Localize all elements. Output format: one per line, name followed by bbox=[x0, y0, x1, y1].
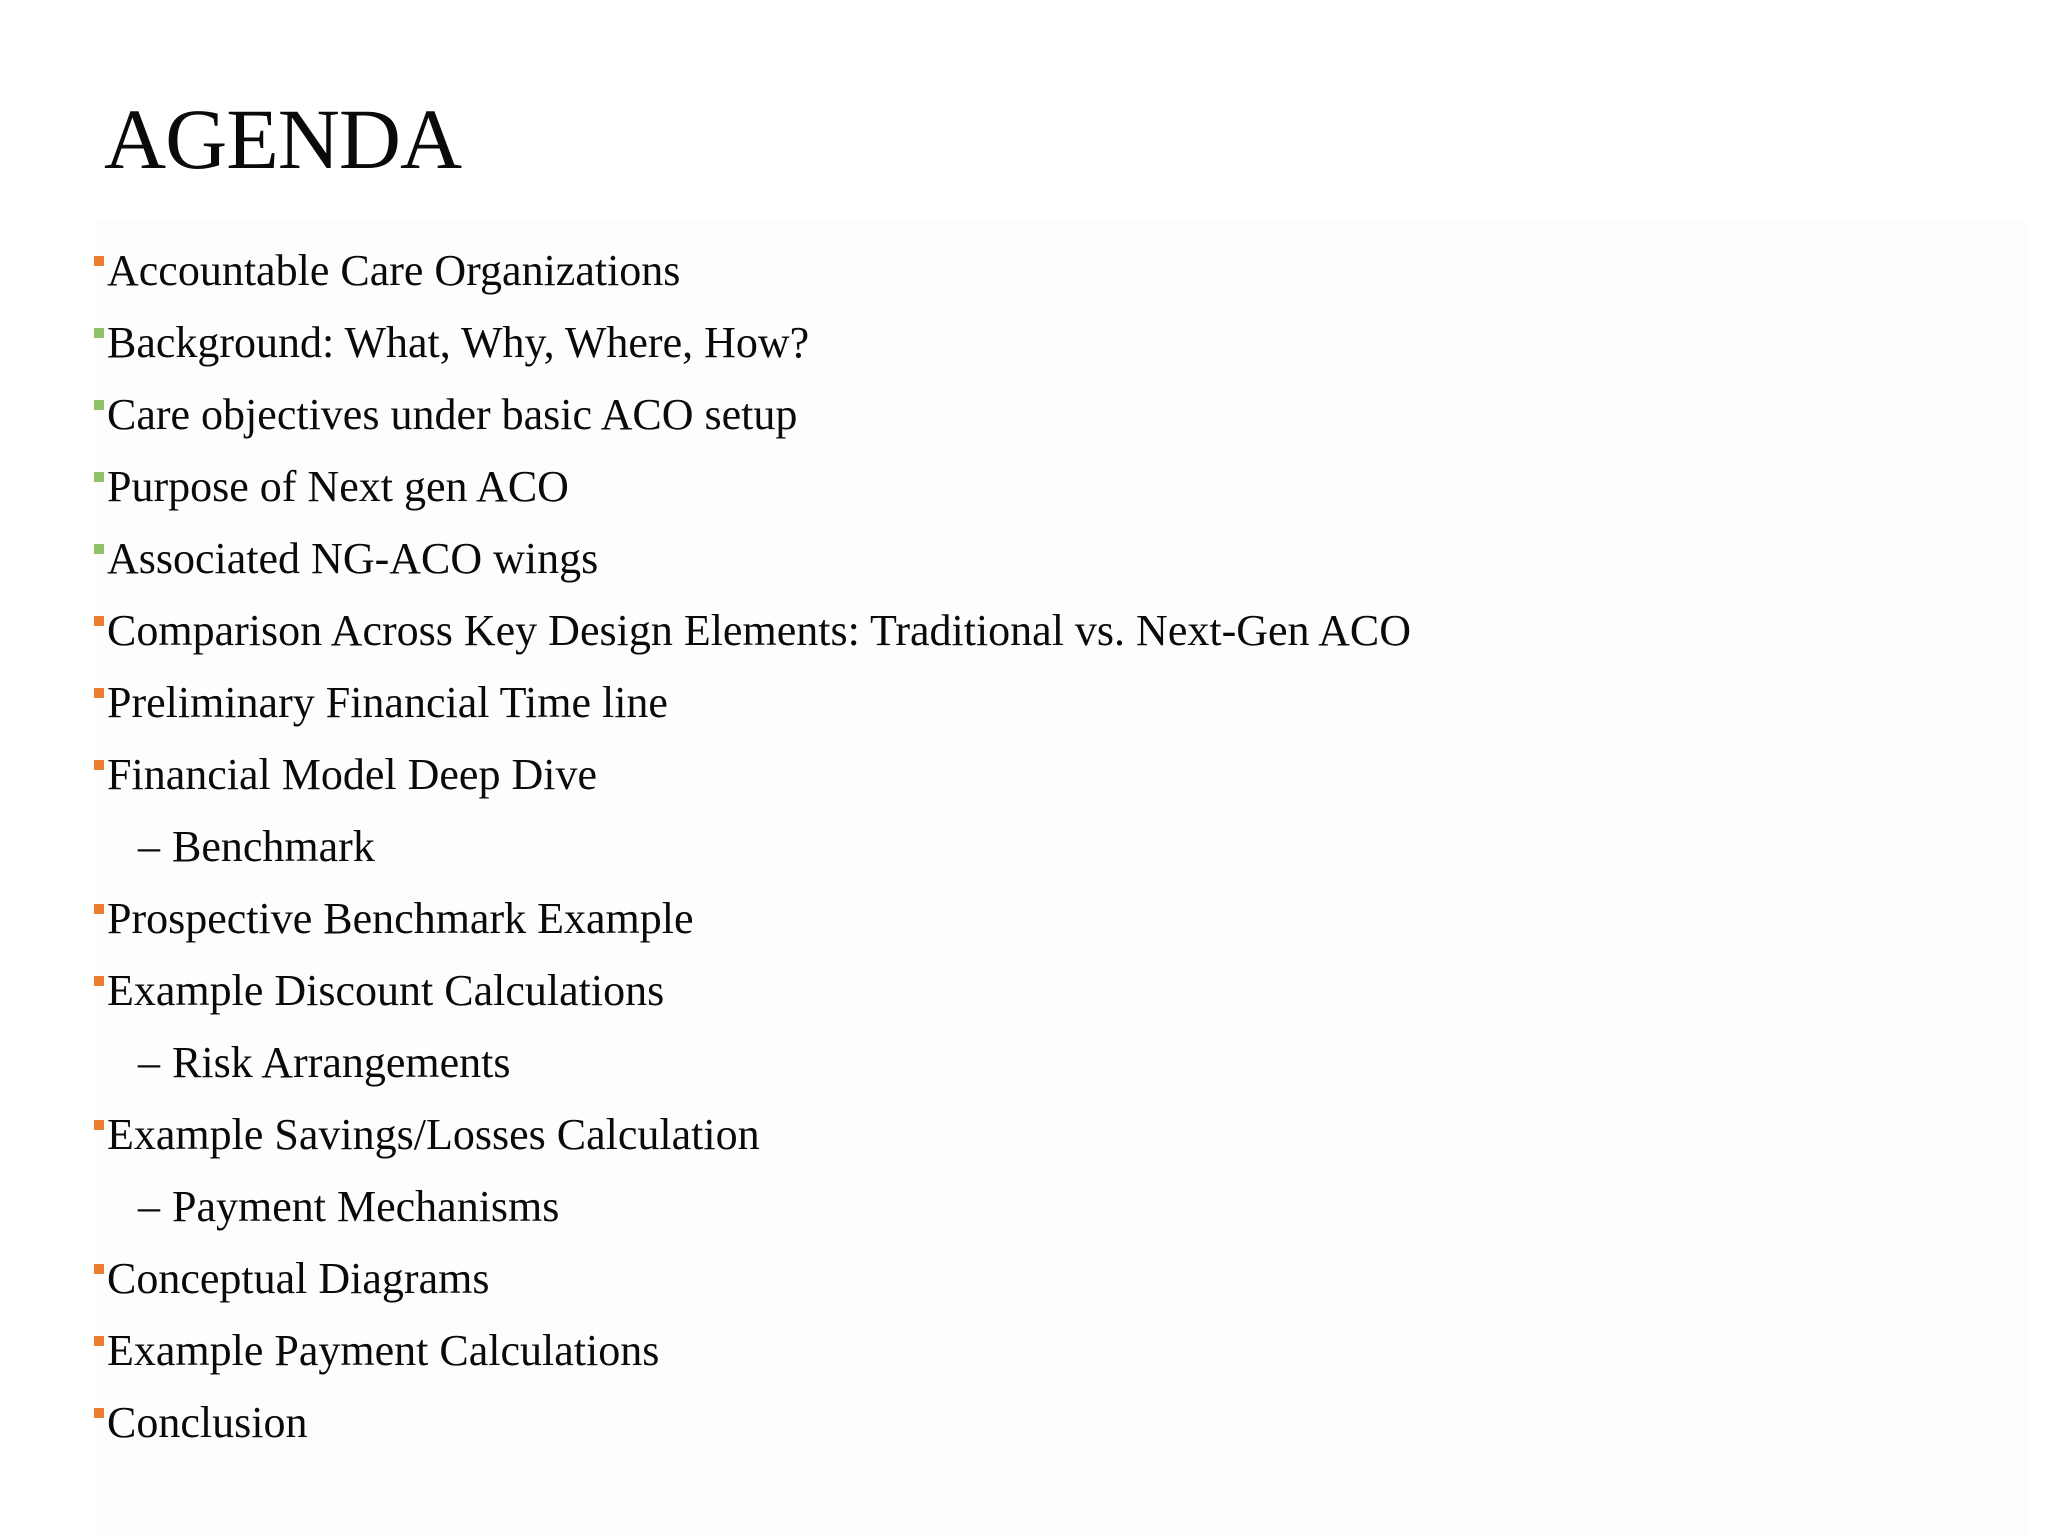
agenda-item-text: Benchmark bbox=[172, 821, 375, 871]
agenda-item-text: Example Discount Calculations bbox=[107, 965, 665, 1015]
agenda-item-text: Risk Arrangements bbox=[172, 1037, 511, 1087]
orange-square-bullet-icon bbox=[94, 1336, 104, 1346]
agenda-subitem bbox=[94, 810, 1411, 882]
orange-square-bullet-icon bbox=[94, 904, 104, 914]
agenda-item bbox=[94, 666, 1411, 738]
agenda-item-text: Purpose of Next gen ACO bbox=[107, 461, 569, 511]
green-square-bullet-icon bbox=[94, 472, 104, 482]
agenda-item-text: Background: What, Why, Where, How? bbox=[107, 317, 810, 367]
agenda-item bbox=[94, 234, 1411, 306]
agenda-item-text: Accountable Care Organizations bbox=[107, 245, 681, 295]
orange-square-bullet-icon bbox=[94, 688, 104, 698]
agenda-item bbox=[94, 1386, 1411, 1458]
agenda-item-text: Prospective Benchmark Example bbox=[107, 893, 694, 943]
orange-square-bullet-icon bbox=[94, 1264, 104, 1274]
sub-item-dash: – bbox=[138, 821, 160, 871]
agenda-item bbox=[94, 882, 1411, 954]
agenda-item-text: Example Payment Calculations bbox=[107, 1325, 660, 1375]
orange-square-bullet-icon bbox=[94, 976, 104, 986]
orange-square-bullet-icon bbox=[94, 256, 104, 266]
orange-square-bullet-icon bbox=[94, 1120, 104, 1130]
agenda-item bbox=[94, 450, 1411, 522]
agenda-item bbox=[94, 954, 1411, 1026]
agenda-item bbox=[94, 306, 1411, 378]
agenda-item-text: Associated NG-ACO wings bbox=[107, 533, 599, 583]
agenda-subitem bbox=[94, 1026, 1411, 1098]
slide-title: AGENDA bbox=[104, 91, 462, 187]
agenda-item bbox=[94, 738, 1411, 810]
agenda-item-text: Preliminary Financial Time line bbox=[107, 677, 668, 727]
agenda-item-text: Care objectives under basic ACO setup bbox=[107, 389, 798, 439]
agenda-item bbox=[94, 522, 1411, 594]
agenda-item bbox=[94, 1242, 1411, 1314]
agenda-item bbox=[94, 1314, 1411, 1386]
agenda-list bbox=[94, 234, 1411, 1458]
green-square-bullet-icon bbox=[94, 544, 104, 554]
agenda-item bbox=[94, 1098, 1411, 1170]
agenda-item-text: Conceptual Diagrams bbox=[107, 1253, 490, 1303]
green-square-bullet-icon bbox=[94, 328, 104, 338]
agenda-item bbox=[94, 378, 1411, 450]
sub-item-dash: – bbox=[138, 1181, 160, 1231]
agenda-subitem bbox=[94, 1170, 1411, 1242]
orange-square-bullet-icon bbox=[94, 760, 104, 770]
orange-square-bullet-icon bbox=[94, 1408, 104, 1418]
orange-square-bullet-icon bbox=[94, 616, 104, 626]
agenda-item-text: Financial Model Deep Dive bbox=[107, 749, 597, 799]
agenda-item-text: Comparison Across Key Design Elements: Traditional vs. Next-Gen ACO bbox=[107, 605, 1412, 655]
agenda-item-text: Conclusion bbox=[107, 1397, 308, 1447]
green-square-bullet-icon bbox=[94, 400, 104, 410]
agenda-item-text: Example Savings/Losses Calculation bbox=[107, 1109, 760, 1159]
sub-item-dash: – bbox=[138, 1037, 160, 1087]
agenda-item-text: Payment Mechanisms bbox=[172, 1181, 560, 1231]
agenda-item bbox=[94, 594, 1411, 666]
